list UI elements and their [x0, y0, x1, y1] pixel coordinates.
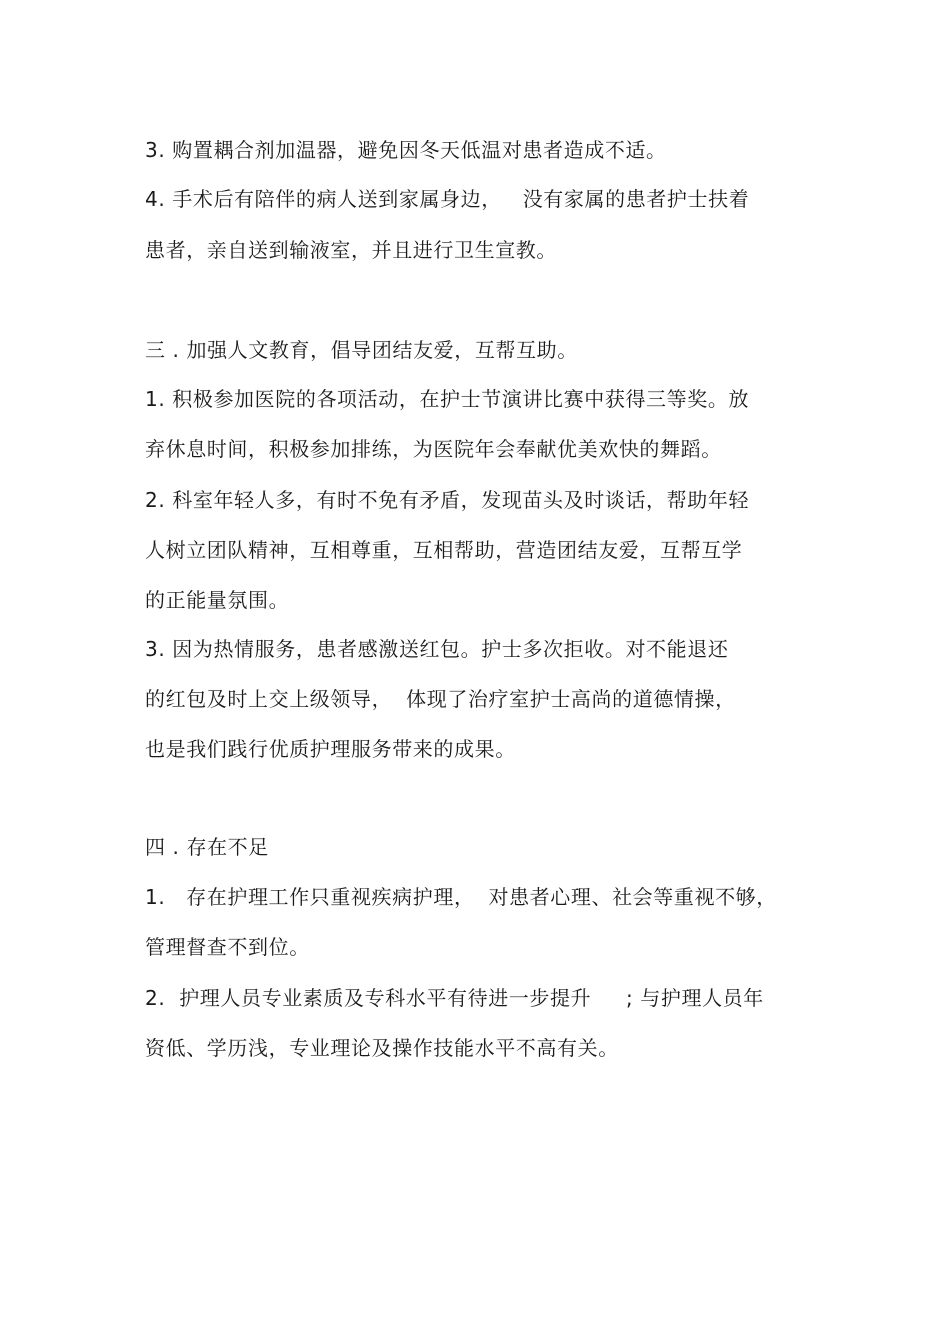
- paragraph-line: 2. 科室年轻人多，有时不免有矛盾，发现苗头及时谈话，帮助年轻: [145, 488, 750, 512]
- paragraph-line: 管理督查不到位。: [145, 935, 310, 959]
- paragraph-line: 3. 因为热情服务，患者感激送红包。护士多次拒收。对不能退还: [145, 637, 729, 661]
- section-heading: 四 . 存在不足: [145, 835, 269, 859]
- paragraph-line: 的正能量氛围。: [145, 588, 290, 612]
- paragraph-line: 患者，亲自送到输液室，并且进行卫生宣教。: [145, 238, 557, 262]
- paragraph-line: 3. 购置耦合剂加温器，避免因冬天低温对患者造成不适。: [145, 138, 667, 162]
- paragraph-line: 2. 护理人员专业素质及专科水平有待进一步提升 ; 与护理人员年: [145, 986, 764, 1010]
- paragraph-line: 1. 存在护理工作只重视疾病护理， 对患者心理、社会等重视不够，: [145, 885, 777, 909]
- paragraph-line: 人树立团队精神，互相尊重，互相帮助，营造团结友爱，互帮互学: [145, 538, 743, 562]
- paragraph-line: 弃休息时间，积极参加排练，为医院年会奉献优美欢快的舞蹈。: [145, 437, 722, 461]
- paragraph-line: 也是我们践行优质护理服务带来的成果。: [145, 737, 516, 761]
- paragraph-line: 1. 积极参加医院的各项活动，在护士节演讲比赛中获得三等奖。放: [145, 387, 750, 411]
- paragraph-line: 的红包及时上交上级领导， 体现了治疗室护士高尚的道德情操，: [145, 687, 736, 711]
- section-heading: 三 . 加强人文教育，倡导团结友爱，互帮互助。: [145, 338, 578, 362]
- paragraph-line: 4. 手术后有陪伴的病人送到家属身边， 没有家属的患者护士扶着: [145, 187, 750, 211]
- paragraph-line: 资低、学历浅，专业理论及操作技能水平不高有关。: [145, 1036, 619, 1060]
